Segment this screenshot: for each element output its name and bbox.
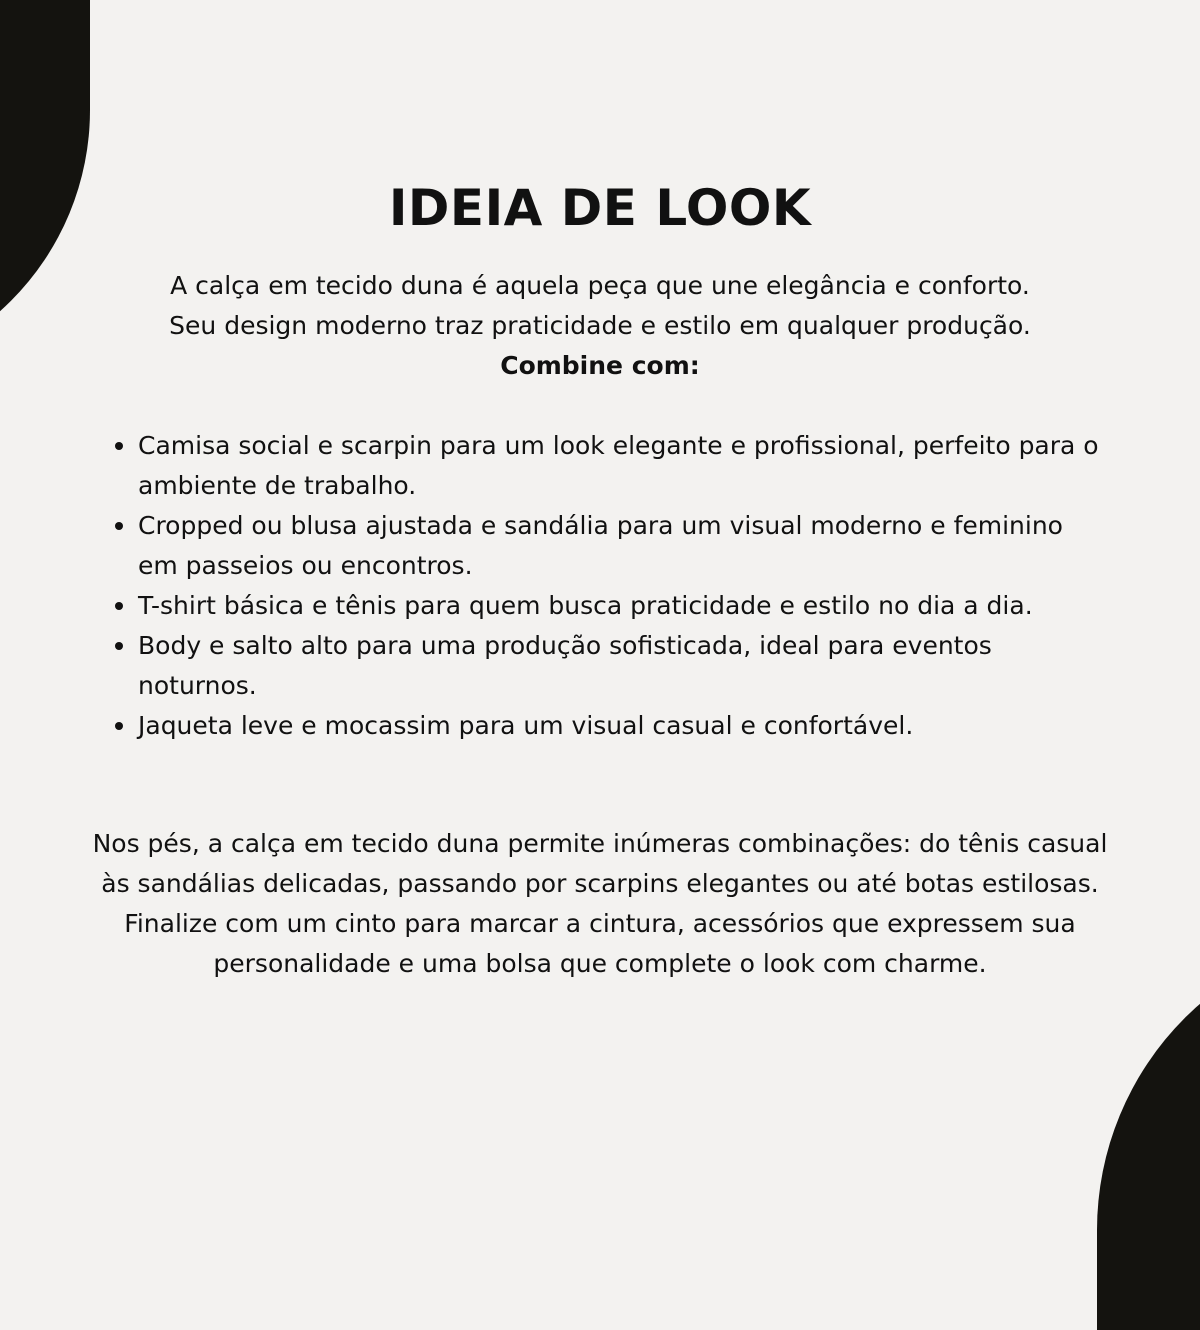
look-list — [110, 426, 1110, 746]
look-list-item — [110, 506, 1110, 586]
look-list-item — [110, 426, 1110, 506]
bullet-icon — [115, 602, 123, 610]
look-text: Jaqueta leve e mocassim para um visual casual e confortável. — [138, 711, 914, 740]
bullet-icon — [115, 442, 123, 450]
look-text: Cropped ou blusa ajustada e sandália para um visual moderno e feminino em passeios ou encontros. — [138, 511, 1063, 580]
bullet-icon — [115, 722, 123, 730]
look-list-item — [110, 706, 1110, 746]
intro-section — [80, 266, 1120, 386]
decorative-shape-top-left — [0, 0, 90, 380]
look-text: Camisa social e scarpin para um look elegante e profissional, perfeito para o ambiente de trabalho. — [138, 431, 1099, 500]
look-text: T-shirt básica e tênis para quem busca praticidade e estilo no dia a dia. — [138, 591, 1033, 620]
page-title: IDEIA DE LOOK — [388, 179, 812, 237]
look-text: Body e salto alto para uma produção sofisticada, ideal para eventos noturnos. — [138, 631, 992, 700]
intro-line-1: A calça em tecido duna é aquela peça que une elegância e conforto. — [170, 271, 1030, 300]
outro-paragraph: Nos pés, a calça em tecido duna permite inúmeras combinações: do tênis casual às sandálias delicadas, passando por scarpins elegantes ou até botas estilosas. Finalize com um cinto para marcar a cintura, acessórios que expressem sua personalidade e uma bolsa que complete o look com charme. — [92, 829, 1108, 978]
bullet-icon — [115, 642, 123, 650]
content-card — [80, 0, 1120, 1200]
intro-line-2: Seu design moderno traz praticidade e estilo em qualquer produção. — [169, 311, 1031, 340]
combine-label: Combine com: — [500, 351, 700, 380]
bullet-icon — [115, 522, 123, 530]
look-list-item — [110, 586, 1110, 626]
look-list-item — [110, 626, 1110, 706]
